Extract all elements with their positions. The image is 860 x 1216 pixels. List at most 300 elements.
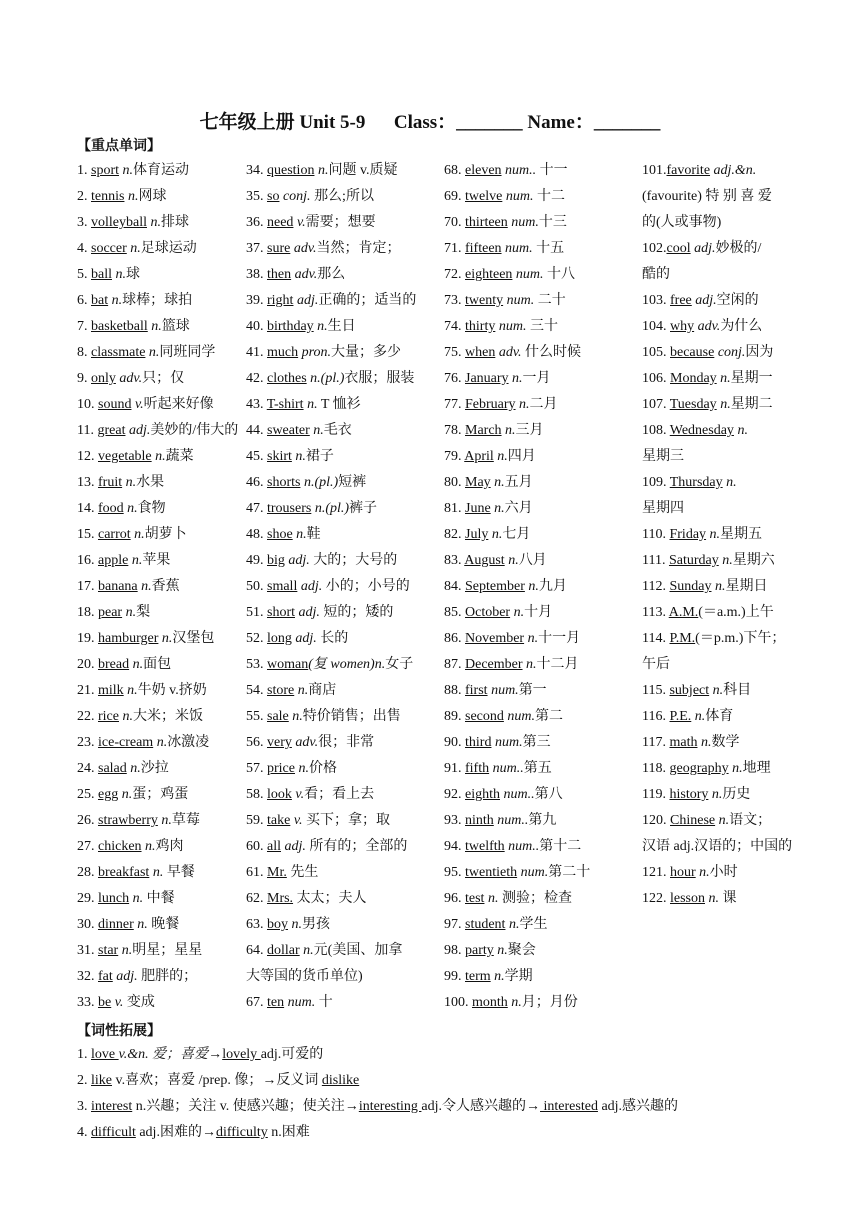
entry-meaning: 什么时候 bbox=[521, 345, 582, 360]
entry-word: breakfast bbox=[98, 865, 150, 880]
entry-meaning: 四月 bbox=[507, 449, 536, 464]
entry-word: sale bbox=[267, 709, 289, 724]
entry-word: lesson bbox=[670, 891, 705, 906]
entry-meaning: 月；月份 bbox=[521, 995, 578, 1010]
entry-word: February bbox=[465, 397, 516, 412]
entry-word: student bbox=[465, 917, 506, 932]
entry-pos: adj. bbox=[125, 423, 151, 438]
word-entry bbox=[444, 626, 590, 652]
entry-number: 77. bbox=[444, 397, 465, 412]
entry-meaning: 空闲的 bbox=[716, 293, 759, 308]
entry-meaning: 十一 bbox=[536, 163, 568, 178]
word-entry bbox=[246, 808, 416, 834]
entry-word: November bbox=[465, 631, 525, 646]
entry-word: only bbox=[91, 371, 116, 386]
entry-word: June bbox=[465, 501, 491, 516]
entry-pos: n. bbox=[510, 605, 525, 620]
entry-word: classmate bbox=[91, 345, 146, 360]
entry-meaning: 十一月 bbox=[538, 631, 581, 646]
entry-number: 14. bbox=[77, 501, 98, 516]
page-title: 七年级上册 Unit 5-9 Class：_______ Name：_______ bbox=[199, 112, 661, 133]
entry-pos: n. bbox=[722, 475, 737, 490]
word-entry bbox=[246, 652, 416, 678]
entry-word: apple bbox=[98, 553, 129, 568]
entry-number: 31. bbox=[77, 943, 98, 958]
entry-number: 87. bbox=[444, 657, 465, 672]
entry-word: Saturday bbox=[668, 553, 719, 568]
entry-word: August bbox=[464, 553, 505, 568]
word-entry bbox=[444, 314, 590, 340]
entry-meaning: 历史 bbox=[722, 787, 751, 802]
entry-word: rice bbox=[98, 709, 119, 724]
entry-number: 56. bbox=[246, 735, 267, 750]
word-entry bbox=[444, 678, 590, 704]
entry-number: 91. bbox=[444, 761, 465, 776]
entry-pos: v. bbox=[131, 397, 144, 412]
entry-word: very bbox=[267, 735, 292, 750]
entry-word: big bbox=[267, 553, 285, 568]
entry-word: egg bbox=[98, 787, 119, 802]
word-entry bbox=[246, 574, 416, 600]
entry-pos: n. bbox=[522, 657, 537, 672]
word-column-1 bbox=[77, 158, 238, 1016]
word-entry bbox=[642, 418, 792, 444]
word-entry bbox=[246, 470, 416, 496]
entry-meaning: 星期一 bbox=[730, 371, 773, 386]
entry-pos: v. bbox=[111, 995, 124, 1010]
entry-number: 1. bbox=[77, 163, 91, 178]
entry-pos: n. bbox=[508, 371, 523, 386]
entry-meaning: 特价销售；出售 bbox=[302, 709, 401, 724]
entry-meaning: 星期日 bbox=[725, 579, 768, 594]
entry-pos: num.. bbox=[501, 163, 537, 178]
entry-word: because bbox=[670, 345, 715, 360]
ext-word: difficult bbox=[91, 1125, 136, 1140]
entry-pos: n. bbox=[122, 475, 137, 490]
entry-meaning: 大量；多少 bbox=[331, 345, 402, 360]
entry-number: 116. bbox=[642, 709, 670, 724]
entry-number: 48. bbox=[246, 527, 267, 542]
entry-number: 114. bbox=[642, 631, 670, 646]
entry-meaning: 当然；肯定； bbox=[316, 241, 401, 256]
entry-pos: n. bbox=[108, 293, 123, 308]
entry-pos: adj. bbox=[281, 839, 306, 854]
word-entry bbox=[642, 158, 792, 184]
word-entry bbox=[77, 678, 238, 704]
entry-pos: adv. bbox=[290, 241, 317, 256]
entry-word: great bbox=[97, 423, 126, 438]
entry-meaning: 鞋 bbox=[306, 527, 321, 542]
ext-word: lovely bbox=[222, 1047, 261, 1062]
entry-number: 97. bbox=[444, 917, 465, 932]
entry-meaning: 水果 bbox=[136, 475, 165, 490]
word-entry bbox=[77, 366, 238, 392]
word-entry bbox=[77, 444, 238, 470]
entry-pos: n. bbox=[118, 787, 133, 802]
entry-meaning: 汉堡包 bbox=[172, 631, 215, 646]
word-entry bbox=[642, 392, 792, 418]
entry-word: Wednesday bbox=[669, 423, 734, 438]
entry-pos: n. bbox=[119, 163, 133, 178]
entry-number: 74. bbox=[444, 319, 465, 334]
section-heading-key-words: 【重点单词】 bbox=[77, 139, 161, 154]
entry-word: hamburger bbox=[98, 631, 159, 646]
entry-number: 33. bbox=[77, 995, 98, 1010]
entry-number: 73. bbox=[444, 293, 465, 308]
entry-pos: adj. bbox=[691, 293, 717, 308]
entry-meaning: 足球运动 bbox=[140, 241, 197, 256]
entry-meaning: 第二 bbox=[535, 709, 564, 724]
entry-word: clothes bbox=[267, 371, 307, 386]
entry-word: Tuesday bbox=[669, 397, 717, 412]
entry-number: 16. bbox=[77, 553, 98, 568]
entry-meaning: 第五 bbox=[523, 761, 552, 776]
entry-pos: n. bbox=[490, 475, 505, 490]
word-entry bbox=[77, 314, 238, 340]
entry-number: 121. bbox=[642, 865, 670, 880]
word-entry bbox=[444, 392, 590, 418]
word-entry bbox=[642, 782, 792, 808]
entry-number: 72. bbox=[444, 267, 465, 282]
entry-meaning: 鸡肉 bbox=[155, 839, 184, 854]
entry-meaning: 小时 bbox=[709, 865, 738, 880]
word-entry bbox=[246, 366, 416, 392]
word-entry bbox=[246, 444, 416, 470]
word-entry bbox=[642, 548, 792, 574]
entry-pos: adv. bbox=[291, 267, 318, 282]
word-entry bbox=[77, 938, 238, 964]
entry-word: boy bbox=[267, 917, 288, 932]
entry-word: Chinese bbox=[670, 813, 716, 828]
word-entry bbox=[642, 678, 792, 704]
entry-pos: num.. bbox=[504, 839, 540, 854]
entry-word: thirty bbox=[465, 319, 496, 334]
entry-word: store bbox=[267, 683, 295, 698]
entry-word: soccer bbox=[91, 241, 127, 256]
entry-word: fifteen bbox=[465, 241, 502, 256]
word-entry bbox=[77, 496, 238, 522]
word-entry bbox=[642, 704, 792, 730]
entry-meaning: 商店 bbox=[308, 683, 337, 698]
entry-pos: n. bbox=[123, 501, 138, 516]
entry-meaning: 七月 bbox=[502, 527, 531, 542]
entry-pos: num.. bbox=[489, 761, 524, 776]
entry-pos: n. bbox=[151, 449, 166, 464]
entry-number: 6. bbox=[77, 293, 91, 308]
entry-pos: num.. bbox=[493, 813, 529, 828]
entry-word: thirteen bbox=[465, 215, 508, 230]
entry-meaning: 大米；米饭 bbox=[132, 709, 203, 724]
entry-word: dollar bbox=[267, 943, 300, 958]
extension-line-3 bbox=[77, 1094, 678, 1120]
entry-number: 20. bbox=[77, 657, 98, 672]
entry-number: 79. bbox=[444, 449, 465, 464]
word-entry bbox=[77, 782, 238, 808]
entry-number: 13. bbox=[77, 475, 98, 490]
entry-number: 24. bbox=[77, 761, 98, 776]
word-entry bbox=[246, 860, 416, 886]
entry-meaning: 美妙的/伟大的 bbox=[150, 423, 239, 438]
extension-line-1 bbox=[77, 1042, 323, 1068]
entry-pos: n. bbox=[490, 969, 505, 984]
word-entry bbox=[642, 444, 792, 470]
entry-meaning: 聚会 bbox=[507, 943, 536, 958]
entry-meaning: 课 bbox=[719, 891, 737, 906]
word-entry bbox=[246, 314, 416, 340]
ext-text: n.兴趣；关注 v. 使感兴趣；使关注→ bbox=[132, 1099, 359, 1114]
entry-meaning: 一月 bbox=[522, 371, 551, 386]
entry-pos: n. bbox=[288, 709, 303, 724]
word-entry bbox=[246, 756, 416, 782]
entry-number: 101. bbox=[642, 163, 667, 178]
entry-meaning: 体育 bbox=[705, 709, 734, 724]
entry-pos: n. bbox=[718, 553, 733, 568]
entry-number: 107. bbox=[642, 397, 670, 412]
entry-word: so bbox=[267, 189, 280, 204]
entry-pos: n.(pl.) bbox=[306, 371, 345, 386]
entry-number: 8. bbox=[77, 345, 91, 360]
entry-meaning: 需要；想要 bbox=[305, 215, 376, 230]
entry-pos: n. bbox=[299, 943, 314, 958]
entry-number: 118. bbox=[642, 761, 670, 776]
word-entry bbox=[642, 860, 792, 886]
entry-pos: adj. bbox=[284, 553, 310, 568]
word-entry bbox=[77, 392, 238, 418]
entry-pos: num. bbox=[502, 189, 534, 204]
entry-number: 10. bbox=[77, 397, 98, 412]
entry-pos: adj. bbox=[295, 605, 320, 620]
word-entry bbox=[246, 392, 416, 418]
entry-pos: n. bbox=[291, 449, 306, 464]
entry-pos: n. bbox=[490, 501, 505, 516]
entry-pos: n. bbox=[705, 891, 719, 906]
entry-meaning: 正确的；适当的 bbox=[318, 293, 417, 308]
word-entry bbox=[444, 184, 590, 210]
entry-meaning: 早餐 bbox=[163, 865, 195, 880]
entry-number: 35. bbox=[246, 189, 267, 204]
word-entry bbox=[444, 860, 590, 886]
entry-number: 18. bbox=[77, 605, 98, 620]
entry-meaning: 只；仅 bbox=[142, 371, 185, 386]
entry-meaning: 同班同学 bbox=[159, 345, 216, 360]
entry-word: bread bbox=[98, 657, 130, 672]
entry-number: 43. bbox=[246, 397, 267, 412]
entry-pos: n. bbox=[122, 605, 137, 620]
ext-text: adj.令人感兴趣的→ bbox=[421, 1099, 541, 1114]
word-entry bbox=[444, 522, 590, 548]
entry-word: long bbox=[267, 631, 292, 646]
word-entry bbox=[444, 236, 590, 262]
entry-meaning: 的(人或事物) bbox=[642, 215, 722, 230]
entry-number: 59. bbox=[246, 813, 267, 828]
word-entry bbox=[77, 990, 238, 1016]
entry-number: 19. bbox=[77, 631, 98, 646]
entry-word: skirt bbox=[267, 449, 292, 464]
entry-pos: n.(pl.) bbox=[300, 475, 339, 490]
word-entry bbox=[77, 626, 238, 652]
entry-word: A.M. bbox=[668, 605, 699, 620]
entry-meaning: 第一 bbox=[518, 683, 547, 698]
word-entry bbox=[246, 912, 416, 938]
entry-meaning: 明星；星星 bbox=[132, 943, 203, 958]
entry-pos: n. bbox=[691, 709, 706, 724]
entry-meaning: 衣服；服装 bbox=[344, 371, 415, 386]
entry-word: Mrs. bbox=[267, 891, 294, 906]
word-entry bbox=[642, 600, 792, 626]
word-entry bbox=[246, 938, 416, 964]
entry-number: 95. bbox=[444, 865, 465, 880]
word-entry bbox=[77, 288, 238, 314]
ext-word: difficulty bbox=[215, 1125, 268, 1140]
word-entry bbox=[246, 158, 416, 184]
word-entry bbox=[642, 340, 792, 366]
extension-line-4 bbox=[77, 1120, 310, 1146]
entry-number: 102. bbox=[642, 241, 667, 256]
ext-number: 3. bbox=[77, 1099, 91, 1114]
word-entry bbox=[77, 418, 238, 444]
word-entry bbox=[77, 964, 238, 990]
word-entry bbox=[444, 548, 590, 574]
word-entry bbox=[77, 756, 238, 782]
entry-word: woman bbox=[267, 657, 309, 672]
entry-word: then bbox=[267, 267, 292, 282]
entry-meaning: 蛋；鸡蛋 bbox=[132, 787, 189, 802]
entry-word: strawberry bbox=[98, 813, 158, 828]
entry-word: star bbox=[98, 943, 119, 958]
ext-word: love bbox=[91, 1047, 119, 1062]
entry-pos: adj. bbox=[291, 631, 317, 646]
entry-word: price bbox=[267, 761, 295, 776]
entry-word: math bbox=[669, 735, 698, 750]
entry-number: 52. bbox=[246, 631, 267, 646]
entry-word: basketball bbox=[91, 319, 148, 334]
entry-number: 28. bbox=[77, 865, 98, 880]
entry-number: 75. bbox=[444, 345, 465, 360]
entry-number: 42. bbox=[246, 371, 267, 386]
entry-number: 51. bbox=[246, 605, 267, 620]
entry-number: 111. bbox=[642, 553, 669, 568]
entry-meaning: 短的；矮的 bbox=[319, 605, 394, 620]
entry-word: much bbox=[267, 345, 299, 360]
entry-pos: v. bbox=[290, 813, 303, 828]
word-entry bbox=[444, 808, 590, 834]
entry-meaning: 蔬菜 bbox=[165, 449, 194, 464]
entry-number: 50. bbox=[246, 579, 267, 594]
entry-pos: n. bbox=[129, 891, 144, 906]
entry-word: small bbox=[267, 579, 298, 594]
entry-number: 82. bbox=[444, 527, 465, 542]
entry-word: term bbox=[465, 969, 491, 984]
entry-pos: n. bbox=[697, 735, 712, 750]
entry-meaning: 六月 bbox=[504, 501, 533, 516]
entry-word: sport bbox=[91, 163, 119, 178]
word-entry bbox=[642, 210, 792, 236]
word-column-2 bbox=[246, 158, 416, 1016]
entry-word: July bbox=[465, 527, 489, 542]
entry-number: 5. bbox=[77, 267, 91, 282]
entry-meaning: 十 bbox=[315, 995, 333, 1010]
entry-pos: num. bbox=[501, 241, 533, 256]
entry-meaning: 五月 bbox=[504, 475, 533, 490]
word-entry bbox=[444, 782, 590, 808]
entry-word: month bbox=[472, 995, 508, 1010]
entry-meaning: 为什么 bbox=[720, 319, 763, 334]
word-entry bbox=[444, 886, 590, 912]
word-entry bbox=[77, 236, 238, 262]
entry-number: 89. bbox=[444, 709, 465, 724]
word-entry bbox=[77, 860, 238, 886]
entry-pos: n. bbox=[484, 891, 499, 906]
entry-word: right bbox=[267, 293, 294, 308]
word-entry bbox=[77, 522, 238, 548]
entry-pos: n. bbox=[147, 215, 161, 230]
entry-number: 67. bbox=[246, 995, 267, 1010]
entry-pos: adj. bbox=[690, 241, 716, 256]
entry-number: 85. bbox=[444, 605, 465, 620]
entry-number: 106. bbox=[642, 371, 670, 386]
word-entry bbox=[444, 158, 590, 184]
entry-word: twelfth bbox=[465, 839, 505, 854]
entry-meaning: 长的 bbox=[316, 631, 349, 646]
entry-pos: n. bbox=[112, 267, 126, 282]
word-entry bbox=[444, 756, 590, 782]
entry-pos: num. bbox=[517, 865, 549, 880]
entry-word: trousers bbox=[267, 501, 312, 516]
ext-text: n.困难 bbox=[267, 1125, 310, 1140]
entry-meaning: 第九 bbox=[528, 813, 557, 828]
entry-number: 120. bbox=[642, 813, 670, 828]
entry-pos: n. bbox=[695, 865, 710, 880]
entry-pos: n. bbox=[137, 579, 152, 594]
entry-pos: n. bbox=[129, 657, 144, 672]
entry-pos: n. bbox=[716, 397, 731, 412]
entry-word: eighth bbox=[465, 787, 500, 802]
word-entry bbox=[246, 834, 416, 860]
entry-word: eighteen bbox=[465, 267, 513, 282]
entry-number: 40. bbox=[246, 319, 267, 334]
word-entry bbox=[444, 704, 590, 730]
word-entry bbox=[77, 652, 238, 678]
entry-meaning: 科目 bbox=[723, 683, 752, 698]
word-entry bbox=[246, 964, 416, 990]
entry-word: ice-cream bbox=[98, 735, 154, 750]
entry-word: need bbox=[267, 215, 294, 230]
entry-meaning: 价格 bbox=[308, 761, 337, 776]
entry-pos: n. bbox=[128, 553, 143, 568]
entry-meaning: 三十 bbox=[526, 319, 558, 334]
entry-pos: n. bbox=[130, 527, 145, 542]
entry-pos: n. bbox=[708, 787, 723, 802]
entry-meaning: 十三 bbox=[538, 215, 567, 230]
word-entry bbox=[444, 288, 590, 314]
entry-number: 12. bbox=[77, 449, 98, 464]
entry-pos: n. bbox=[124, 189, 139, 204]
word-entry bbox=[246, 782, 416, 808]
ext-text: adj.感兴趣的 bbox=[597, 1099, 679, 1114]
entry-number: 55. bbox=[246, 709, 267, 724]
entry-meaning: 二月 bbox=[529, 397, 558, 412]
entry-pos: n. bbox=[118, 709, 133, 724]
entry-pos: n. bbox=[709, 683, 724, 698]
entry-meaning: 学期 bbox=[504, 969, 533, 984]
word-entry bbox=[642, 730, 792, 756]
word-entry bbox=[444, 834, 590, 860]
entry-pos: n. bbox=[715, 813, 730, 828]
entry-pos: n. bbox=[309, 423, 324, 438]
entry-pos: adv. bbox=[694, 319, 721, 334]
entry-number: 94. bbox=[444, 839, 465, 854]
entry-number: 99. bbox=[444, 969, 465, 984]
